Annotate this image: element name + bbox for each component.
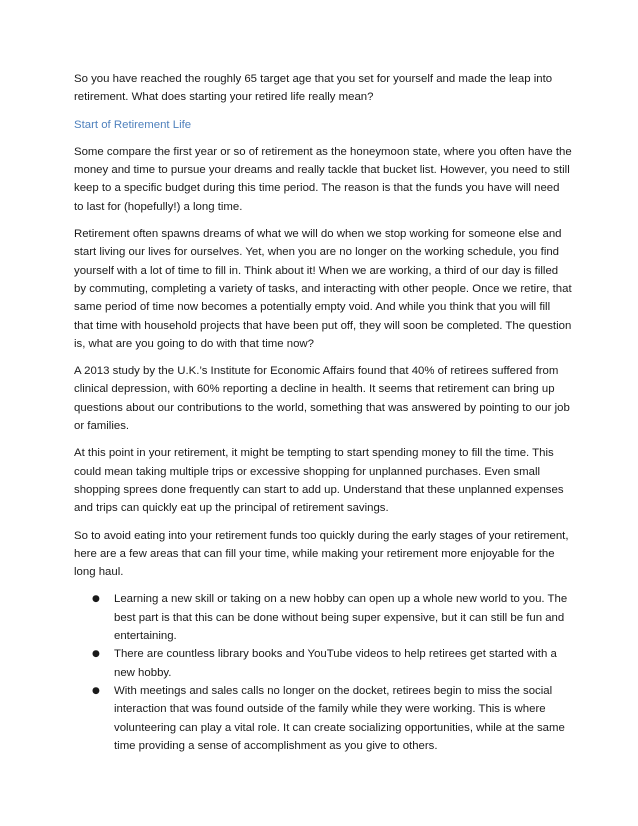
list-item-text: Learning a new skill or taking on a new hobby can open up a whole new world to you. The best part is that this can be done without being super expensive, but it can still be fun and entertaining.	[114, 593, 568, 643]
list-item	[74, 590, 572, 645]
document-page	[74, 70, 572, 755]
body-paragraph-4: At this point in your retirement, it might be tempting to start spending money to fill the time. This could mean taking multiple trips or excessive shopping for unplanned purchases. Even small shopping sprees done frequently can start to add up. Understand that these unplanned expenses and trips can quickly eat up the principal of retirement savings.	[74, 447, 564, 515]
bullet-icon: ●	[92, 594, 100, 605]
body-paragraph-2: Retirement often spawns dreams of what we will do when we stop working for someone else and start living our lives for ourselves. Yet, when you are no longer on the working schedule, you find yourself with a lot of time to fill in. Think about it! When we are working, a third of our day is filled by commuting, completing a variety of tasks, and interacting with other people. Once we retire, that same period of time now becomes a potentially empty void. And while you think that you will fill that time with household projects that have been put off, they will soon be completed. The question is, what are you going to do with that time now?	[74, 228, 572, 350]
list-item	[74, 645, 572, 682]
intro-paragraph: So you have reached the roughly 65 target age that you set for yourself and made the leap into retirement. What does starting your retired life really mean?	[74, 73, 553, 104]
body-paragraph-3: A 2013 study by the U.K.’s Institute for Economic Affairs found that 40% of retirees suffered from clinical depression, with 60% reporting a decline in health. It seems that retirement can bring up questions about our contributions to the world, something that was answered by pointing to our job or families.	[74, 365, 570, 433]
list-item	[74, 682, 572, 755]
body-paragraph-5: So to avoid eating into your retirement funds too quickly during the early stages of your retirement, here are a few areas that can fill your time, while making your retirement more enjoyable for the long haul.	[74, 529, 569, 579]
bullet-list	[74, 590, 572, 755]
bullet-icon: ●	[92, 685, 100, 696]
section-heading: Start of Retirement Life	[74, 118, 192, 131]
list-item-text: With meetings and sales calls no longer on the docket, retirees begin to miss the social interaction that was found outside of the family while they were working. This is where volunteering can play a vital role. It can create socializing opportunities, while at the same time providing a sense of accomplishment as you give to others.	[114, 684, 565, 752]
body-paragraph-1: Some compare the first year or so of retirement as the honeymoon state, where you often have the money and time to pursue your dreams and really tackle that bucket list. However, you need to still keep to a specific budget during this time period. The reason is that the funds you have will need to last for (hopefully!) a long time.	[74, 145, 572, 213]
list-item-text: There are countless library books and YouTube videos to help retirees get started with a new hobby.	[114, 648, 557, 679]
bullet-icon: ●	[92, 649, 100, 660]
